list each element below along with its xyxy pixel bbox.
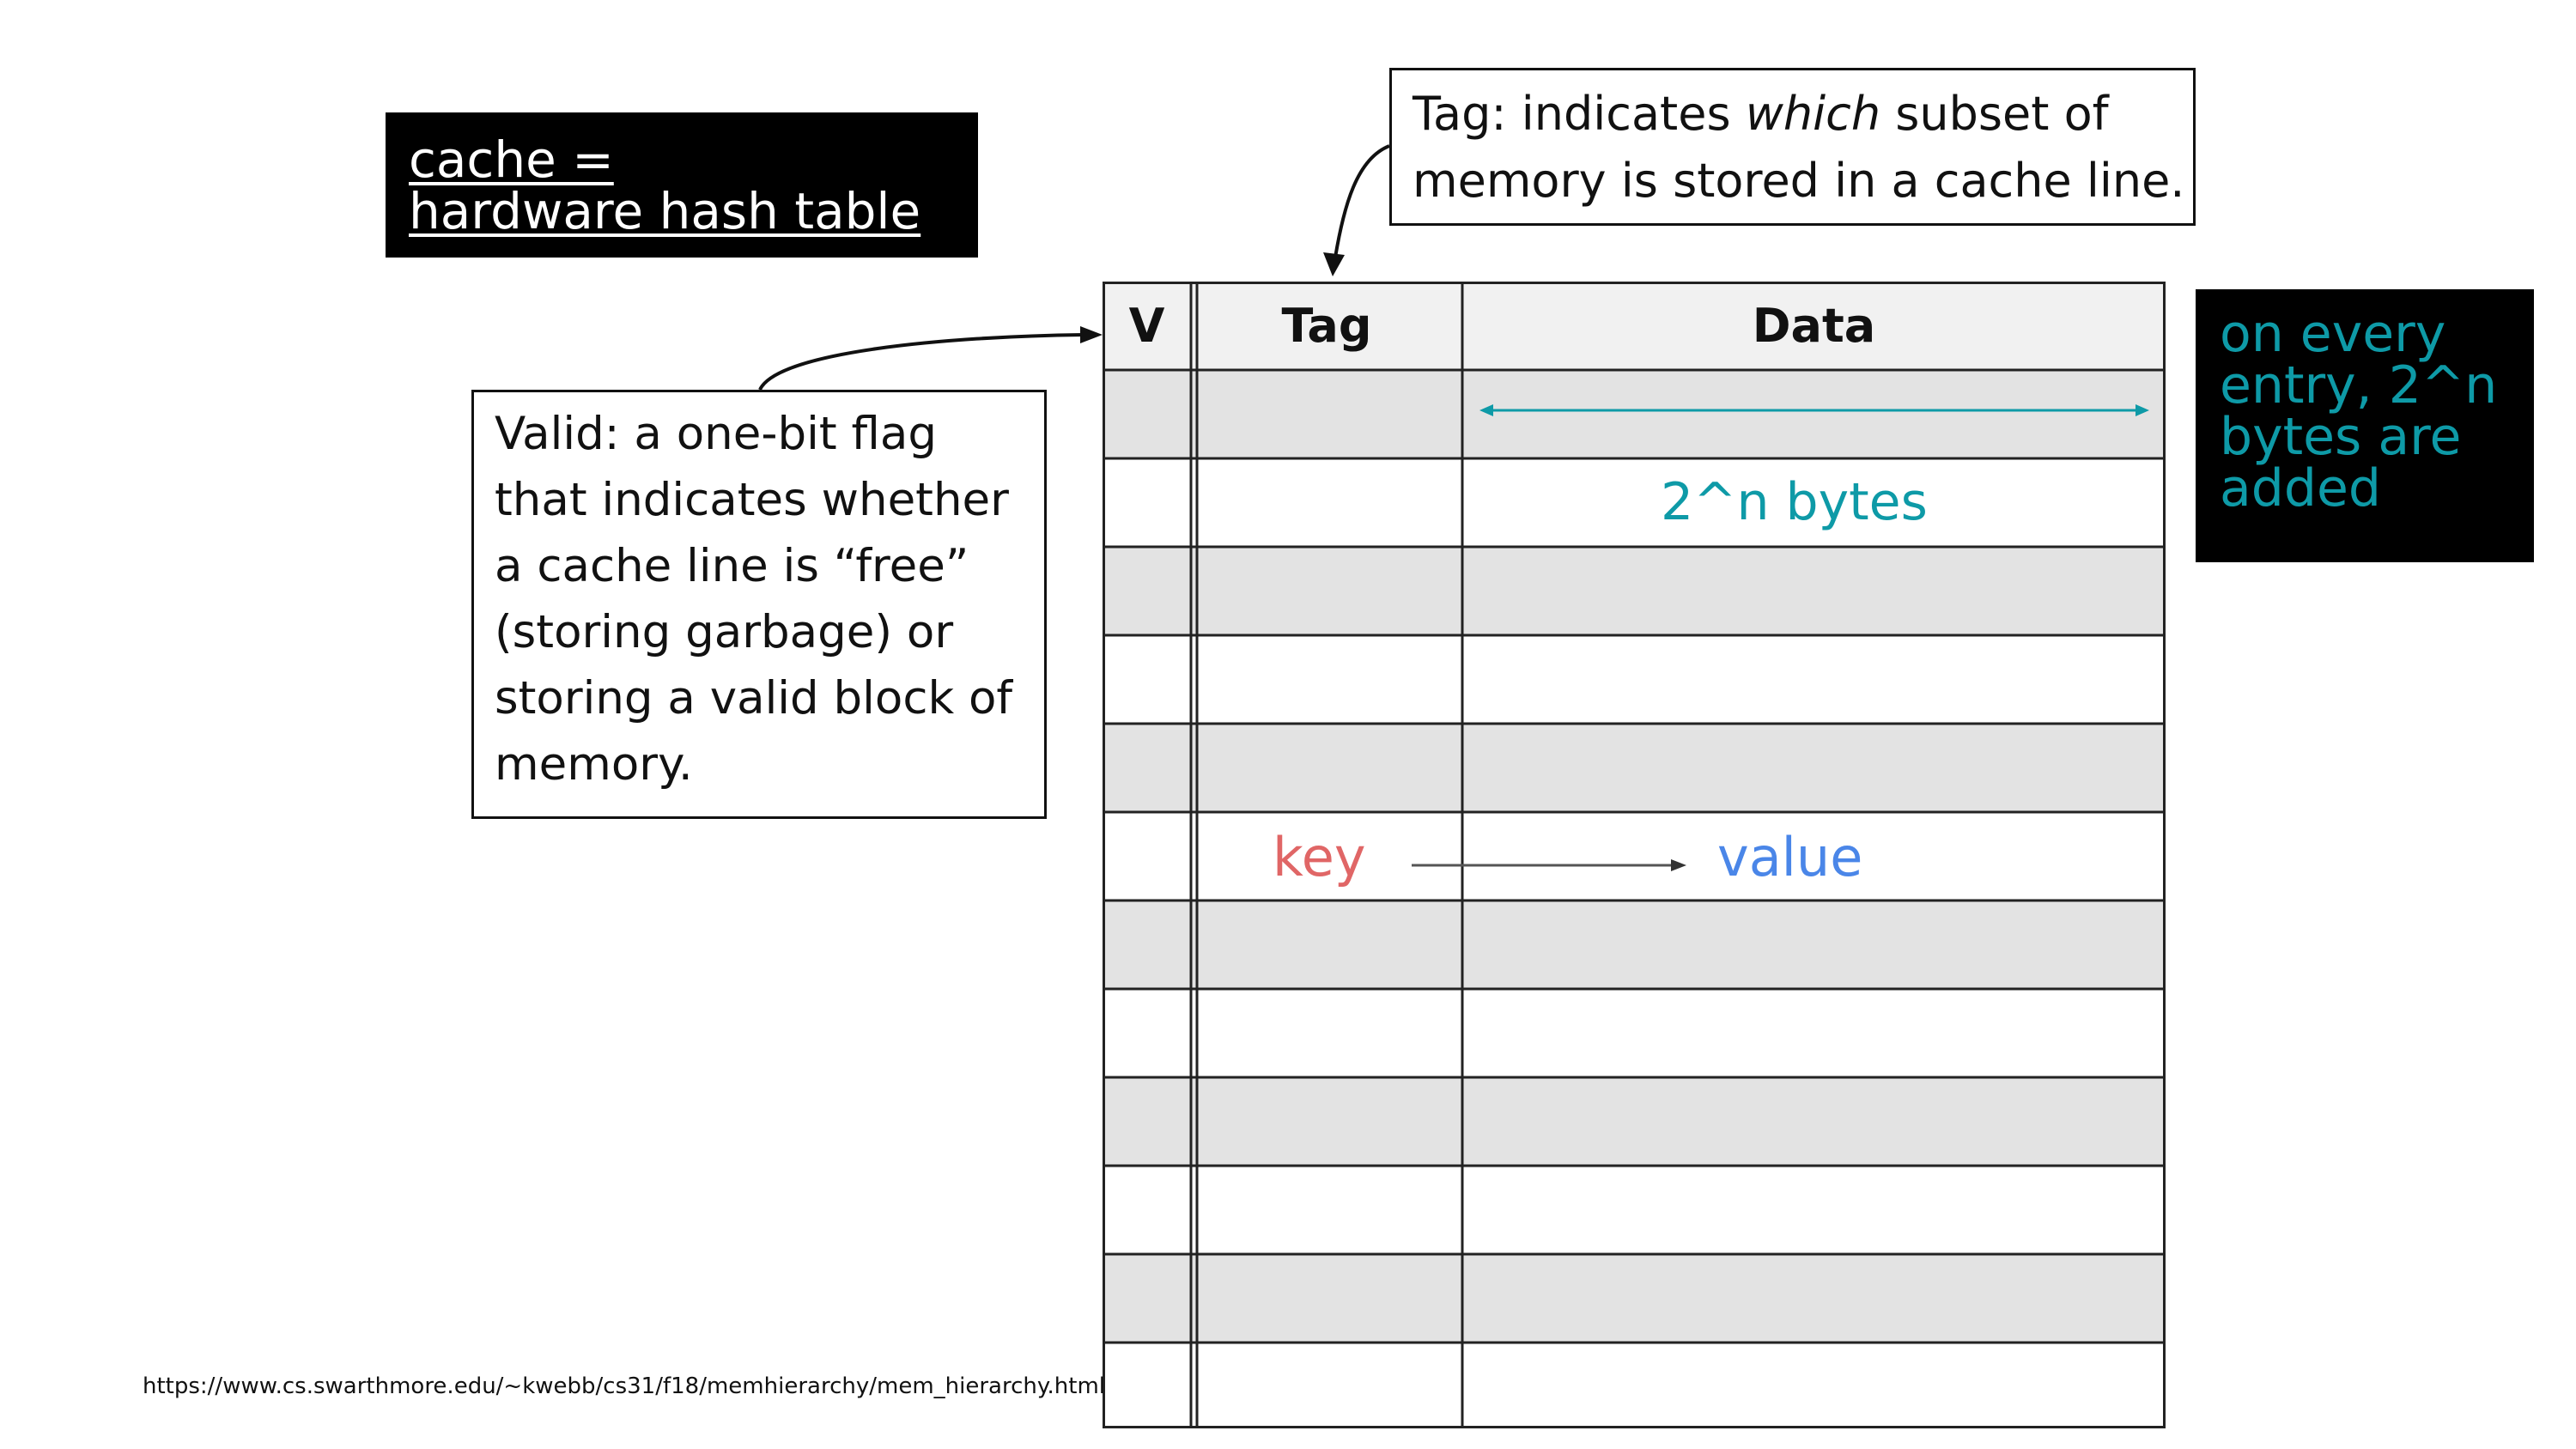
tag-connector-arrowhead — [1323, 252, 1345, 276]
valid-callout — [471, 390, 1047, 819]
valid-connector-arrowhead — [1080, 326, 1103, 343]
valid-callout-line-6: memory. — [495, 738, 693, 791]
tag-cell — [1191, 458, 1462, 547]
valid-cell — [1103, 1254, 1191, 1343]
bytes-label: 2^n bytes — [1661, 472, 1928, 532]
table-row — [1103, 900, 2166, 989]
data-cell — [1462, 989, 2166, 1077]
valid-cell — [1103, 1166, 1191, 1254]
tag-callout-pre: Tag: indicates — [1413, 87, 1746, 141]
valid-cell — [1103, 1343, 1191, 1431]
cache-table — [1103, 282, 2166, 1428]
value-label: value — [1717, 826, 1863, 888]
table-row — [1103, 635, 2166, 724]
data-cell — [1462, 724, 2166, 812]
valid-connector-line — [760, 335, 1084, 390]
bytes-span-arrow — [1479, 393, 2149, 427]
valid-cell — [1103, 1077, 1191, 1166]
valid-callout-line-1: Valid: a one-bit flag — [495, 408, 937, 460]
valid-cell — [1103, 458, 1191, 547]
tag-cell — [1191, 1254, 1462, 1343]
title-box — [386, 112, 978, 258]
title-line-2: hardware hash table — [409, 182, 921, 240]
note-line-3: bytes are — [2220, 407, 2462, 467]
note-line-2: entry, 2^n — [2220, 355, 2498, 415]
tag-callout-emphasis: which — [1745, 87, 1881, 141]
data-cell — [1462, 635, 2166, 724]
valid-cell — [1103, 635, 1191, 724]
table-row — [1103, 1166, 2166, 1254]
tag-cell — [1191, 1166, 1462, 1254]
table-row — [1103, 1343, 2166, 1431]
table-row — [1103, 1077, 2166, 1166]
valid-cell — [1103, 547, 1191, 635]
valid-cell — [1103, 812, 1191, 900]
table-row — [1103, 724, 2166, 812]
note-line-1: on every — [2220, 304, 2446, 364]
tag-callout — [1389, 68, 2196, 226]
header-v: V — [1103, 282, 1191, 370]
tag-cell — [1191, 989, 1462, 1077]
tag-cell — [1191, 724, 1462, 812]
valid-cell — [1103, 724, 1191, 812]
data-cell — [1462, 900, 2166, 989]
table-row — [1103, 1254, 2166, 1343]
data-cell — [1462, 1077, 2166, 1166]
valid-callout-line-5: storing a valid block of — [495, 672, 1013, 724]
note-line-4: added — [2220, 458, 2381, 518]
valid-cell — [1103, 370, 1191, 458]
header-data: Data — [1462, 282, 2166, 370]
table-header-row — [1103, 282, 2166, 370]
tag-cell — [1191, 547, 1462, 635]
data-cell — [1462, 547, 2166, 635]
data-cell — [1462, 1343, 2166, 1431]
valid-callout-line-4: (storing garbage) or — [495, 606, 954, 658]
source-url: https://www.cs.swarthmore.edu/~kwebb/cs31/f18/memhierarchy/mem_hierarchy.html — [143, 1373, 1106, 1399]
key-label: key — [1273, 826, 1366, 888]
key-value-arrow — [1412, 855, 1686, 876]
tag-cell — [1191, 635, 1462, 724]
tag-callout-line-1 — [1413, 81, 2109, 148]
note-box — [2196, 289, 2534, 562]
tag-cell — [1191, 1077, 1462, 1166]
valid-cell — [1103, 900, 1191, 989]
table-row — [1103, 989, 2166, 1077]
tag-callout-line-2: memory is stored in a cache line. — [1413, 154, 2185, 208]
table-row — [1103, 547, 2166, 635]
data-cell — [1462, 1166, 2166, 1254]
tag-cell — [1191, 370, 1462, 458]
tag-cell — [1191, 1343, 1462, 1431]
header-tag: Tag — [1191, 282, 1462, 370]
table-row — [1103, 458, 2166, 547]
tag-callout-post: subset of — [1880, 87, 2109, 141]
data-cell — [1462, 1254, 2166, 1343]
tag-connector-line — [1335, 146, 1389, 258]
valid-cell — [1103, 989, 1191, 1077]
title-line-1: cache = — [409, 130, 614, 189]
tag-cell — [1191, 900, 1462, 989]
valid-callout-line-2: that indicates whether — [495, 474, 1009, 526]
valid-callout-line-3: a cache line is “free” — [495, 540, 969, 592]
